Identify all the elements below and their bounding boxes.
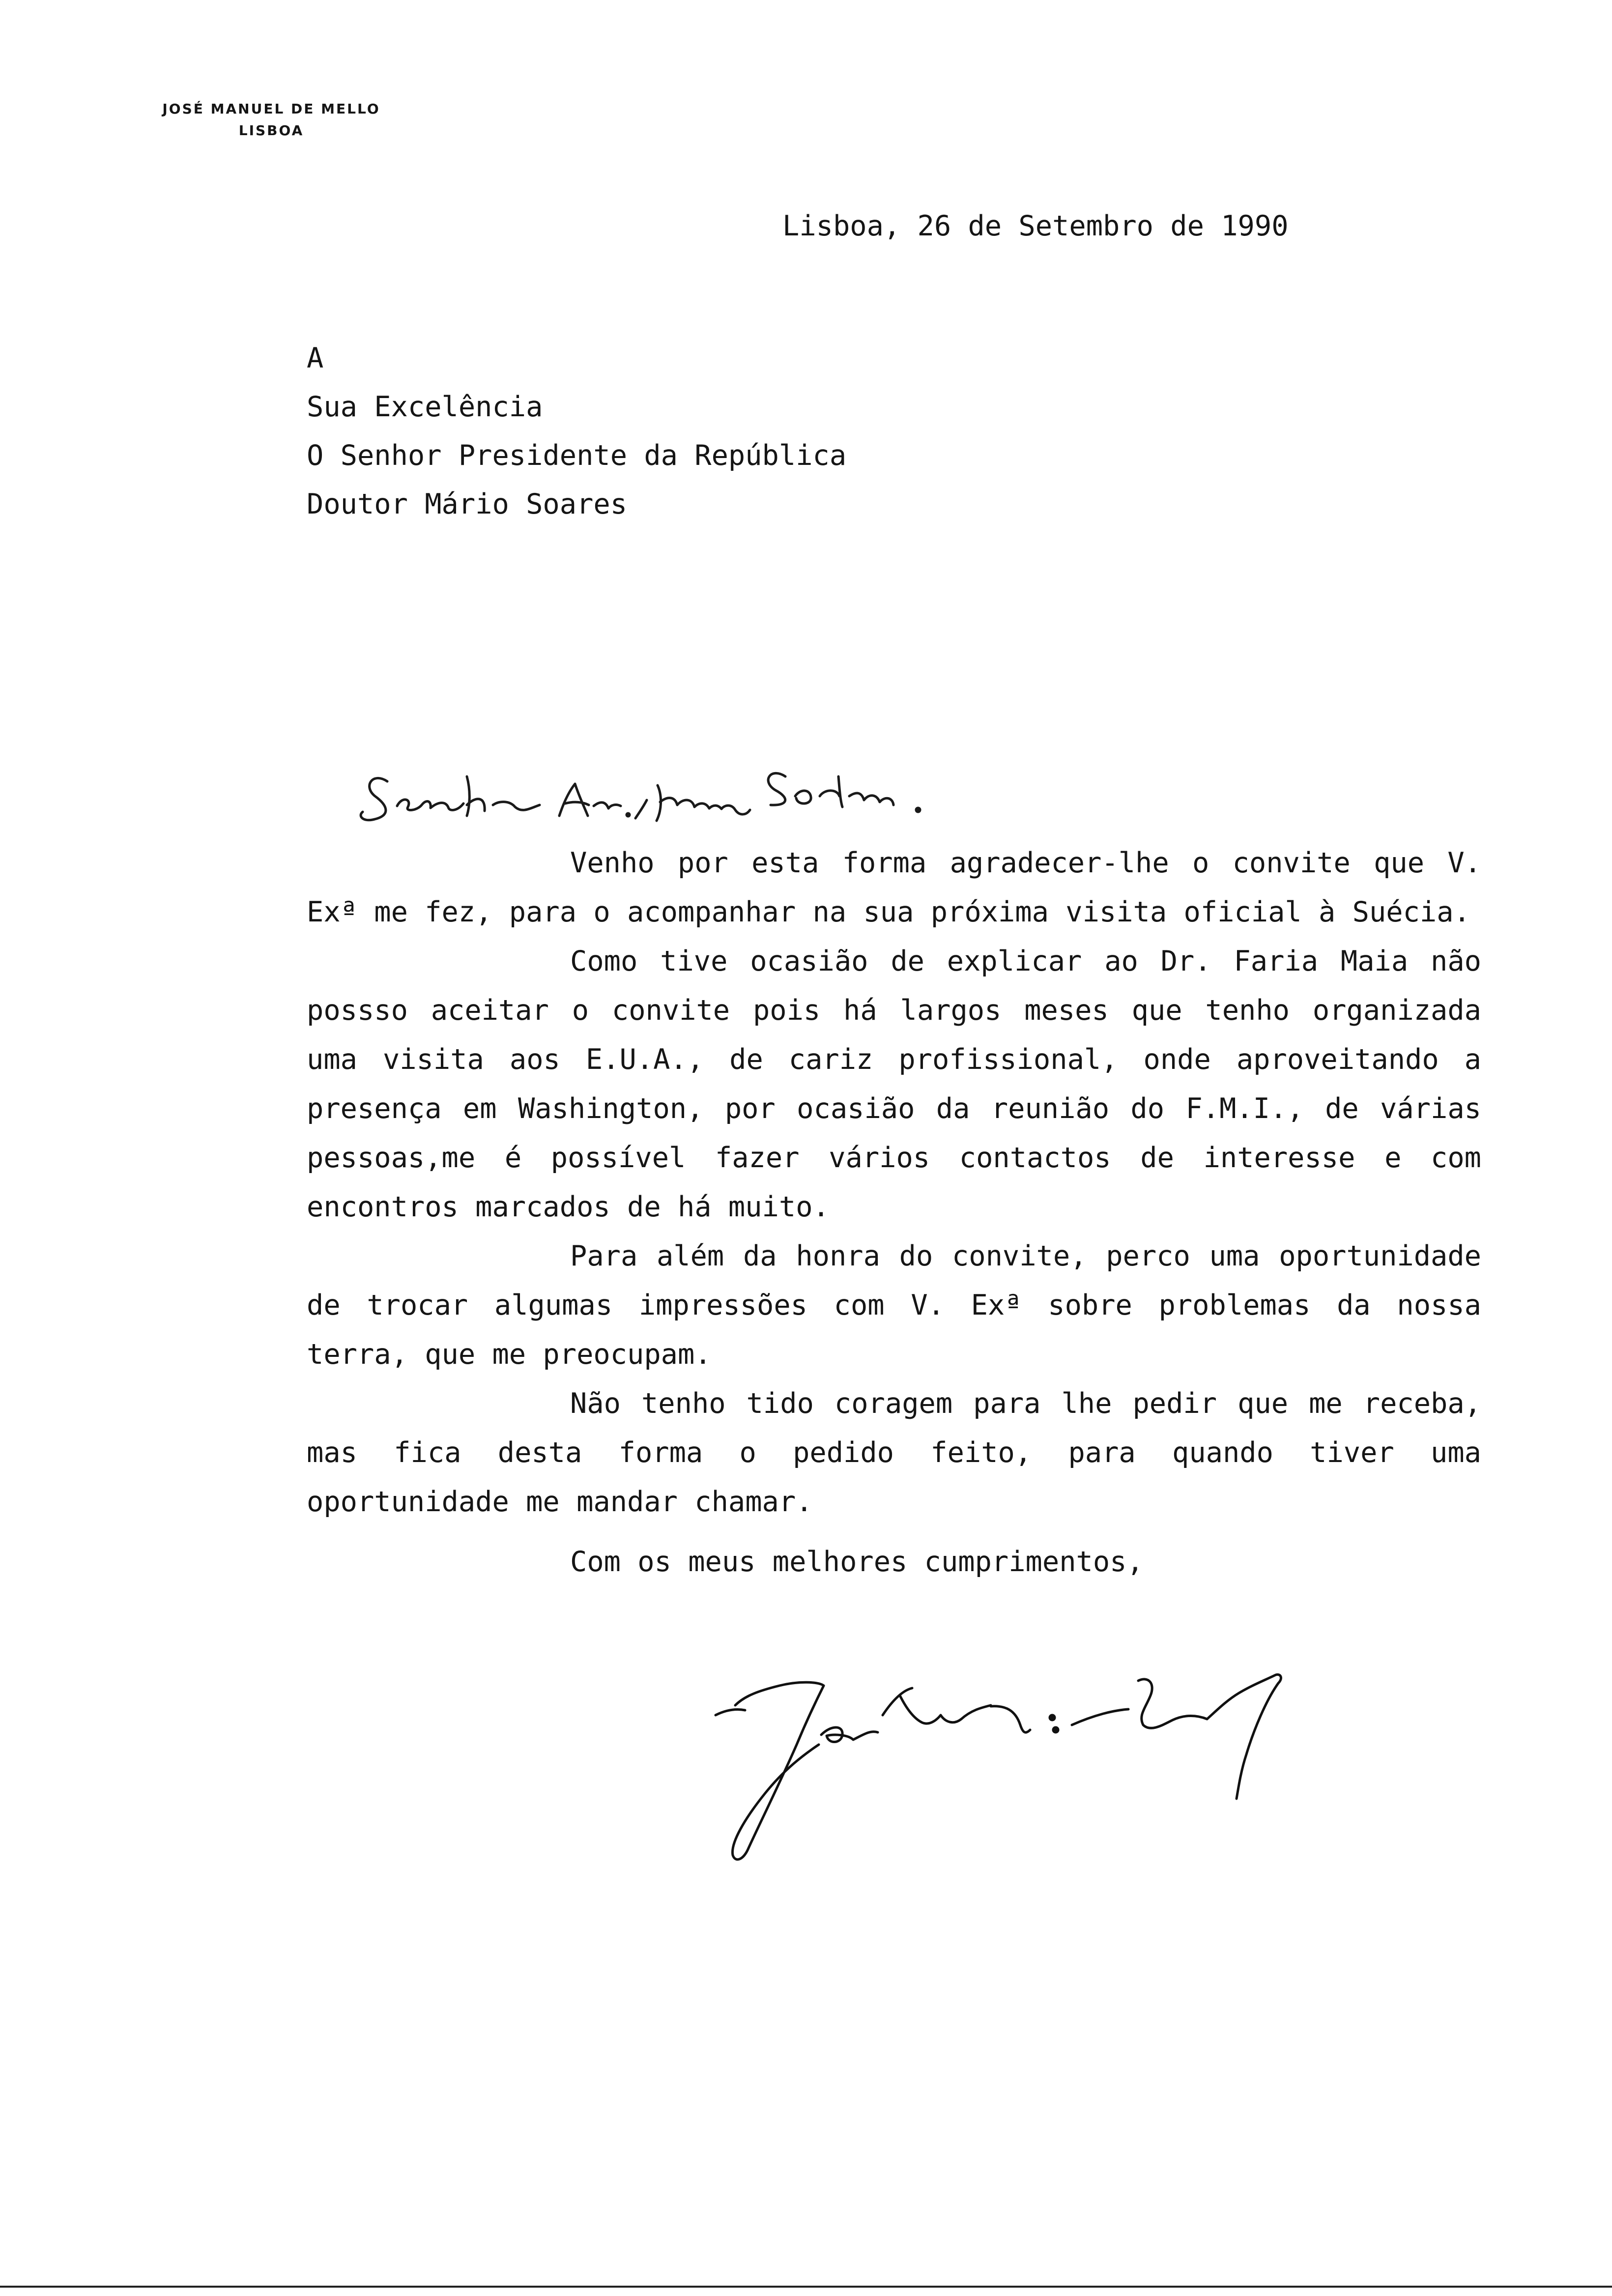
date-line: Lisboa, 26 de Setembro de 1990 (782, 210, 1289, 242)
letterhead-city: LISBOA (238, 122, 304, 139)
recipient-line-1: A (307, 342, 324, 374)
recipient-line-2: Sua Excelência (307, 391, 543, 423)
paragraph-2: Como tive ocasião de explicar ao Dr. Faria Maia não possso aceitar o convite pois há largos meses que tenho organizada uma visita aos E.U.A., de cariz profissional, onde aproveitando a presença em Washington, por ocasião da reunião do F.M.I., de várias pessoas,me é possível fazer vários contactos de interesse e com encontros marcados de há muito. (307, 945, 1481, 1223)
handwritten-signature (706, 1661, 1354, 1867)
paragraph-3: Para além da honra do convite, perco uma oportunidade de trocar algumas impressões com V. Exª sobre problemas da nossa terra, que me preocupam. (307, 1240, 1481, 1371)
letterhead (134, 98, 409, 142)
recipient-line-4: Doutor Mário Soares (307, 488, 628, 520)
handwritten-salutation (353, 747, 962, 845)
recipient-address (307, 334, 846, 529)
paragraph-1: Venho por esta forma agradecer-lhe o convite que V. Exª me fez, para o acompanhar na sua próxima visita oficial à Suécia. (307, 847, 1481, 928)
recipient-line-3: O Senhor Presidente da República (307, 439, 847, 472)
letterhead-name: JOSÉ MANUEL DE MELLO (162, 101, 380, 117)
paragraph-4: Não tenho tido coragem para lhe pedir que me receba, mas fica desta forma o pedido feito, para quando tiver uma oportunidade me mandar chamar. (307, 1387, 1481, 1518)
footer-rule (0, 2286, 1612, 2288)
closing-line: Com os meus melhores cumprimentos, (570, 1546, 1144, 1578)
letter-body (307, 838, 1481, 1526)
